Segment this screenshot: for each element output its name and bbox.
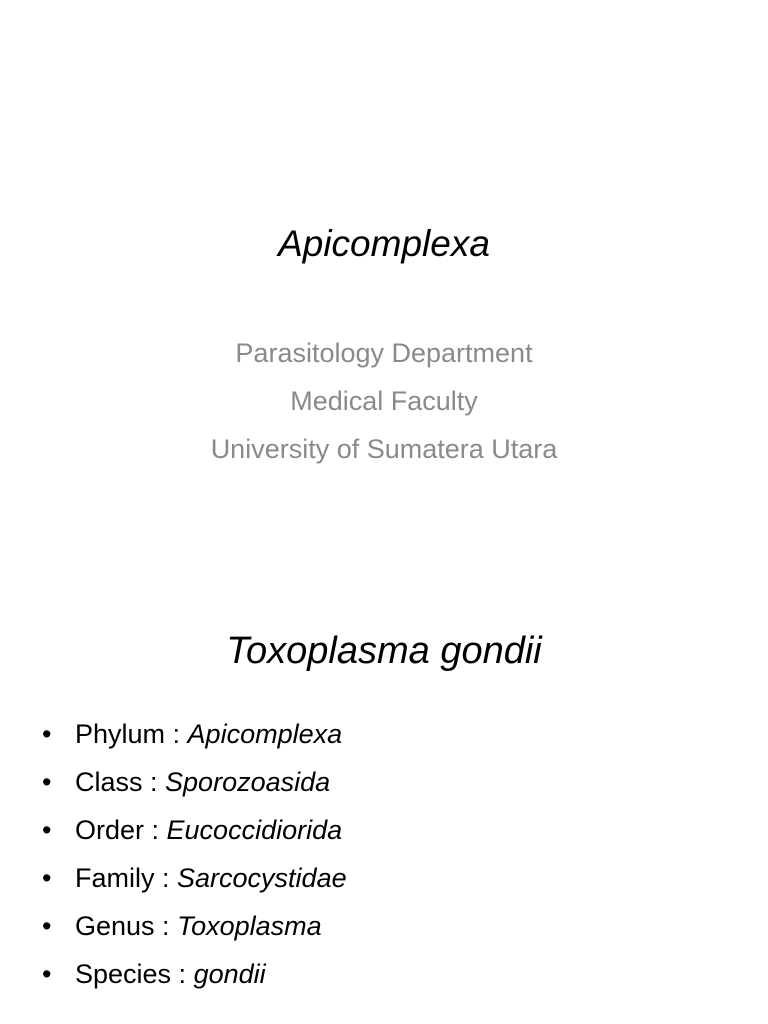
- list-item-order: [40, 811, 347, 859]
- taxon-rank-label: Phylum :: [75, 719, 188, 749]
- taxon-name: Toxoplasma: [177, 911, 322, 941]
- taxon-rank-label: Genus :: [75, 911, 178, 941]
- taxon-rank-label: Class :: [75, 767, 166, 797]
- slide-title: Toxoplasma gondii: [226, 630, 542, 672]
- bullet-icon: •: [42, 719, 52, 749]
- taxon-name: Sporozoasida: [165, 767, 331, 797]
- taxon-name: Apicomplexa: [187, 719, 343, 749]
- bullet-icon: •: [42, 767, 52, 797]
- taxon-rank-label: Order :: [75, 815, 167, 845]
- bullet-icon: •: [42, 863, 52, 893]
- taxon-rank-label: Species :: [75, 959, 194, 989]
- slide-title: Apicomplexa: [278, 223, 490, 264]
- taxon-name: Eucoccidiorida: [166, 815, 343, 845]
- list-item-phylum: [40, 715, 347, 763]
- list-item-genus: [40, 907, 347, 955]
- bullet-icon: •: [42, 959, 52, 989]
- subtitle-line-department: Parasitology Department: [235, 338, 533, 368]
- list-item-family: [40, 859, 347, 907]
- taxon-name: gondii: [193, 959, 266, 989]
- taxon-name: Sarcocystidae: [177, 863, 347, 893]
- taxon-rank-label: Family :: [75, 863, 178, 893]
- subtitle-line-faculty: Medical Faculty: [290, 386, 478, 416]
- taxonomy-list: [40, 715, 347, 1003]
- list-item-class: [40, 763, 347, 811]
- bullet-icon: •: [42, 815, 52, 845]
- subtitle-line-university: University of Sumatera Utara: [210, 434, 558, 464]
- list-item-species: [40, 955, 347, 1003]
- taxonomy-slide: [0, 560, 768, 1024]
- bullet-icon: •: [42, 911, 52, 941]
- slide-subtitle: [0, 334, 768, 478]
